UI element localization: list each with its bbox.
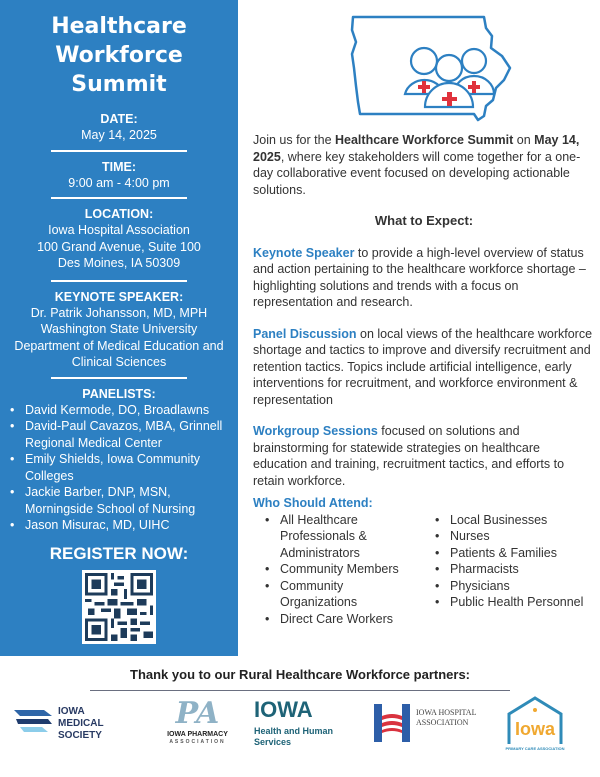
divider xyxy=(51,197,187,199)
section-text: focused on solutions and brainstorming for statewide strategies on healthcare education and training, recruitment tactics, and efforts to retain workforce. xyxy=(253,424,565,488)
attendee-lists xyxy=(253,512,595,628)
location-label: LOCATION: xyxy=(84,207,154,221)
attendee-item: • Community Members xyxy=(265,561,423,578)
intro-text: on xyxy=(513,133,535,147)
event-description xyxy=(253,0,595,627)
location-line: Iowa Hospital Association xyxy=(48,223,190,237)
who-should-attend-heading: Who Should Attend: xyxy=(253,496,373,510)
panelist: • Jason Misurac, MD, UIHC xyxy=(10,517,232,534)
logo-text: Iowa xyxy=(514,719,555,739)
attendee-item: • Nurses xyxy=(435,528,593,545)
divider xyxy=(90,690,510,691)
panelist: • David Kermode, DO, Broadlawns xyxy=(10,402,232,419)
panelists-label: PANELISTS: xyxy=(82,386,156,401)
section-title: Keynote Speaker xyxy=(253,245,355,260)
logo-text: IOWA HOSPITAL ASSOCIATION xyxy=(416,708,477,727)
event-title: Healthcare Workforce Summit xyxy=(51,14,187,97)
panelists-list xyxy=(0,402,238,534)
attendee-item: • Community Organizations xyxy=(265,578,423,611)
iowa-hhs-logo xyxy=(254,698,344,748)
panel-section xyxy=(253,326,595,409)
attendee-item: • Local Businesses xyxy=(435,512,593,529)
time-value: 9:00 am - 4:00 pm xyxy=(68,175,170,190)
section-text: to provide a high-level overview of status and action pertaining to the healthcare workforce shortage – highlighting solutions and trends with a focus on representation and research. xyxy=(253,245,586,309)
logo-text: Health and Human Services xyxy=(254,726,334,747)
logo-text: ASSOCIATION xyxy=(169,739,226,745)
divider xyxy=(51,280,187,282)
attendee-item: • Physicians xyxy=(435,578,593,595)
date-label: DATE: xyxy=(100,112,138,126)
location-line: 100 Grand Avenue, Suite 100 xyxy=(37,239,201,254)
registration-qr-code[interactable] xyxy=(82,570,156,644)
attendee-item: • Patients & Families xyxy=(435,545,593,562)
attendee-item: • Public Health Personnel xyxy=(435,594,593,611)
keynote-line: Washington State University xyxy=(40,322,198,336)
attendee-list-right xyxy=(423,512,593,628)
logo-text: IOWA xyxy=(254,697,313,722)
partners-heading: Thank you to our Rural Healthcare Workforce partners: xyxy=(130,667,470,682)
divider xyxy=(51,377,187,379)
intro-event-name: Healthcare Workforce Summit xyxy=(335,133,514,147)
section-text: on local views of the healthcare workforce shortage and tactics to improve and diversify recruitment and retention tactics. Topics include artificial intelligence, early interventions for recruitment, and workforce environment & representation xyxy=(253,326,593,407)
divider xyxy=(51,150,187,152)
event-details-panel xyxy=(0,0,238,656)
intro-text: , where key stakeholders will come together for a one-day collaborative event focused on developing actionable solutions. xyxy=(253,149,581,197)
keynote-line: Dr. Patrik Johansson, MD, MPH xyxy=(30,305,208,320)
iowa-healthcare-workers-graphic xyxy=(350,14,595,124)
intro-paragraph xyxy=(253,132,595,198)
logo-text: IOWA MEDICAL SOCIETY xyxy=(58,706,104,741)
panelist: • Jackie Barber, DNP, MSN, Morningside School of Nursing xyxy=(10,484,232,517)
time-label: TIME: xyxy=(101,159,137,174)
register-heading: REGISTER NOW: xyxy=(49,543,189,563)
section-title: Workgroup Sessions xyxy=(253,424,378,438)
attendee-list-left xyxy=(253,512,423,628)
what-to-expect-heading: What to Expect: xyxy=(374,213,474,228)
iowa-pharmacy-association-logo: PA IOWA PHARMACY ASSOCIATION xyxy=(160,698,235,746)
iowa-primary-care-association-logo xyxy=(503,696,567,752)
iowa-medical-society-logo xyxy=(14,706,126,742)
attendee-item: • All Healthcare Professionals & Administrators xyxy=(265,512,423,562)
intro-date: May 14, 2025 xyxy=(253,133,580,164)
logo-text: PRIMARY CARE ASSOCIATION xyxy=(505,746,565,751)
keynote-section xyxy=(253,245,595,311)
panelist: • David-Paul Cavazos, MBA, Grinnell Regional Medical Center xyxy=(10,418,232,451)
partners-footer xyxy=(0,656,600,777)
section-title: Panel Discussion xyxy=(253,326,357,341)
logo-text: IOWA PHARMACY xyxy=(167,731,228,738)
attendee-item: • Direct Care Workers xyxy=(265,611,423,628)
panelist: • Emily Shields, Iowa Community Colleges xyxy=(10,451,232,484)
intro-text: Join us for the xyxy=(253,133,335,147)
date-value: May 14, 2025 xyxy=(81,128,157,142)
location-line: Des Moines, IA 50309 xyxy=(57,256,181,270)
attendee-item: • Pharmacists xyxy=(435,561,593,578)
workgroup-section xyxy=(253,423,595,489)
keynote-line: Department of Medical Education and Clinical Sciences xyxy=(14,338,224,369)
iowa-hospital-association-logo xyxy=(374,704,494,742)
keynote-label: KEYNOTE SPEAKER: xyxy=(54,289,184,304)
